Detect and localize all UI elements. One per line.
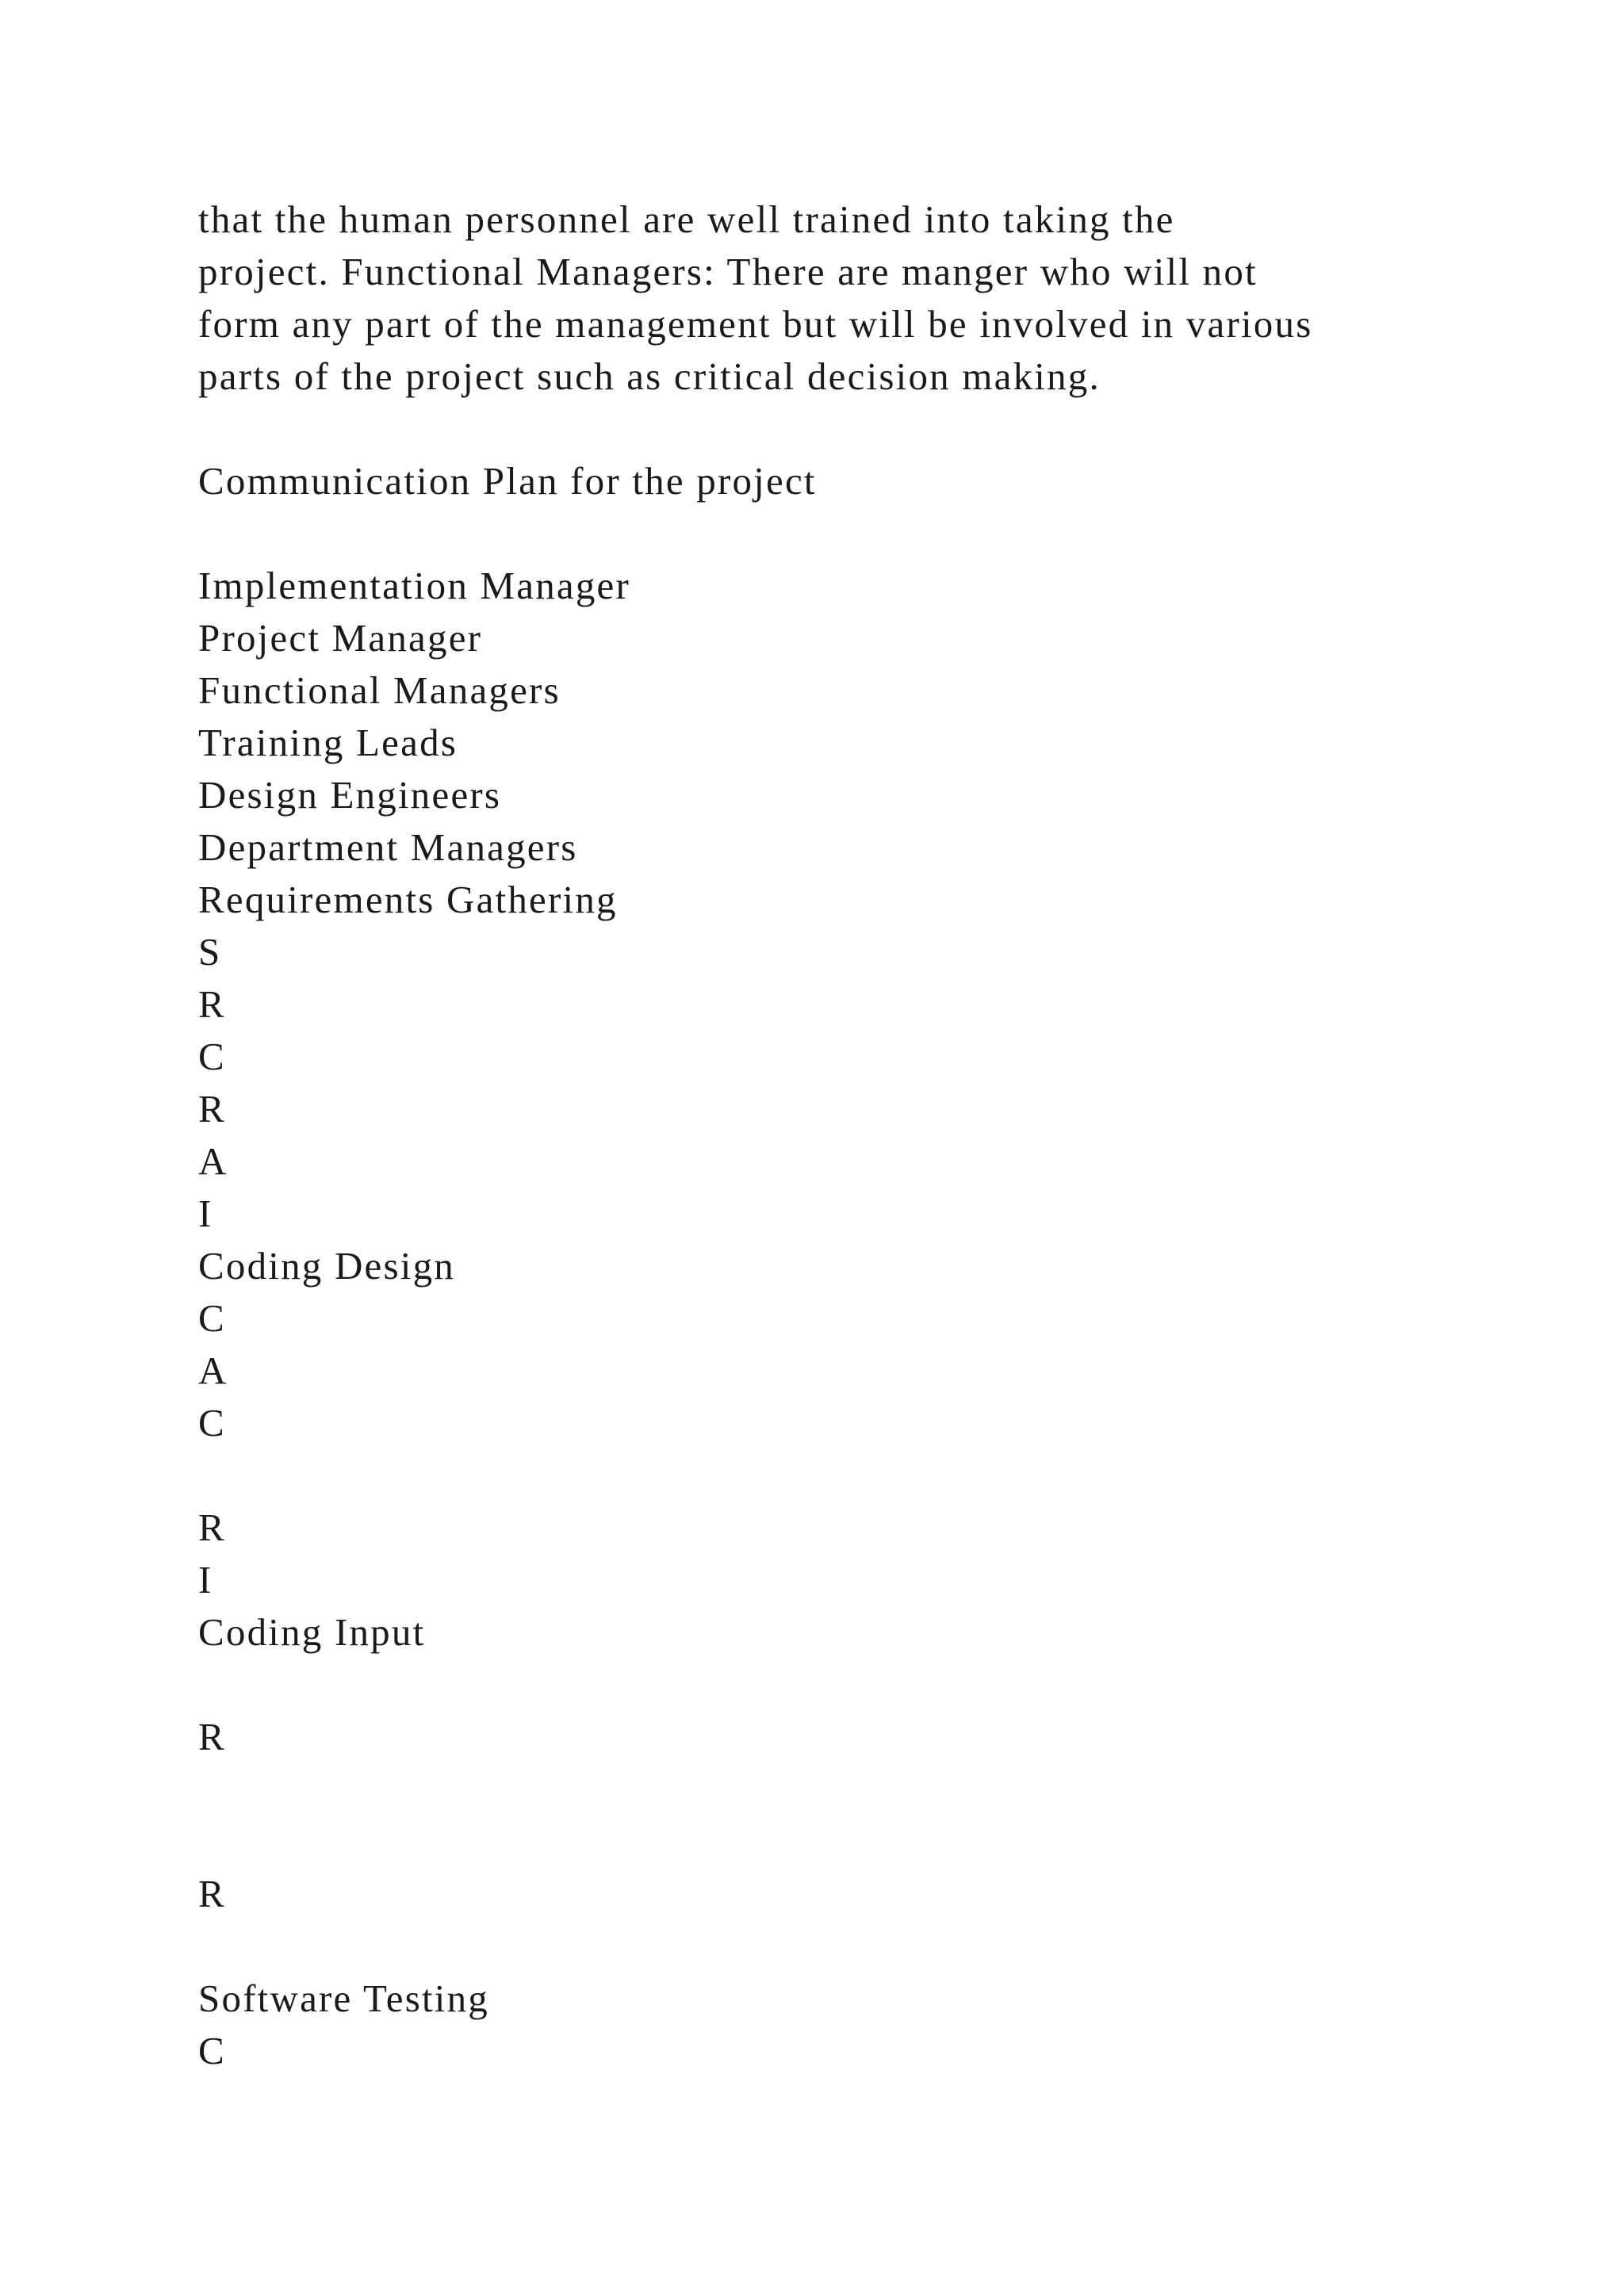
task-label: Coding Input [198, 1610, 426, 1654]
blank-line [198, 1659, 1515, 1711]
role-label: Design Engineers [198, 773, 502, 817]
raci-code: I [198, 1558, 213, 1601]
raci-code: R [198, 1715, 226, 1758]
raci-code: C [198, 2029, 226, 2072]
blank-line [198, 1763, 1515, 1816]
blank-line [198, 1816, 1515, 1868]
body-line: project. Functional Managers: There are manger who will not [198, 250, 1258, 293]
role-label: Functional Managers [198, 668, 561, 712]
raci-code: C [198, 1035, 226, 1078]
blank-line [198, 1449, 1515, 1502]
raci-code: I [198, 1192, 213, 1235]
blank-line [198, 507, 1515, 560]
raci-code: R [198, 982, 226, 1026]
body-line: form any part of the management but will be involved in various [198, 302, 1313, 346]
task-label: Coding Design [198, 1244, 455, 1288]
blank-line [198, 1920, 1515, 1973]
task-label: Requirements Gathering [198, 878, 618, 921]
body-line: that the human personnel are well trained into taking the [198, 197, 1175, 241]
raci-code: R [198, 1872, 226, 1915]
raci-code: R [198, 1087, 226, 1131]
raci-code: C [198, 1296, 226, 1340]
raci-code: A [198, 1139, 228, 1183]
section-heading: Communication Plan for the project [198, 459, 817, 503]
raci-code: C [198, 1401, 226, 1445]
raci-code: S [198, 930, 222, 974]
blank-line [198, 403, 1515, 455]
role-label: Project Manager [198, 616, 483, 660]
document-body [198, 193, 1515, 2077]
body-line: parts of the project such as critical decision making. [198, 354, 1101, 398]
role-label: Department Managers [198, 825, 578, 869]
role-label: Training Leads [198, 721, 458, 764]
raci-code: R [198, 1506, 226, 1549]
raci-code: A [198, 1349, 228, 1392]
task-label: Software Testing [198, 1976, 490, 2020]
role-label: Implementation Manager [198, 564, 631, 607]
